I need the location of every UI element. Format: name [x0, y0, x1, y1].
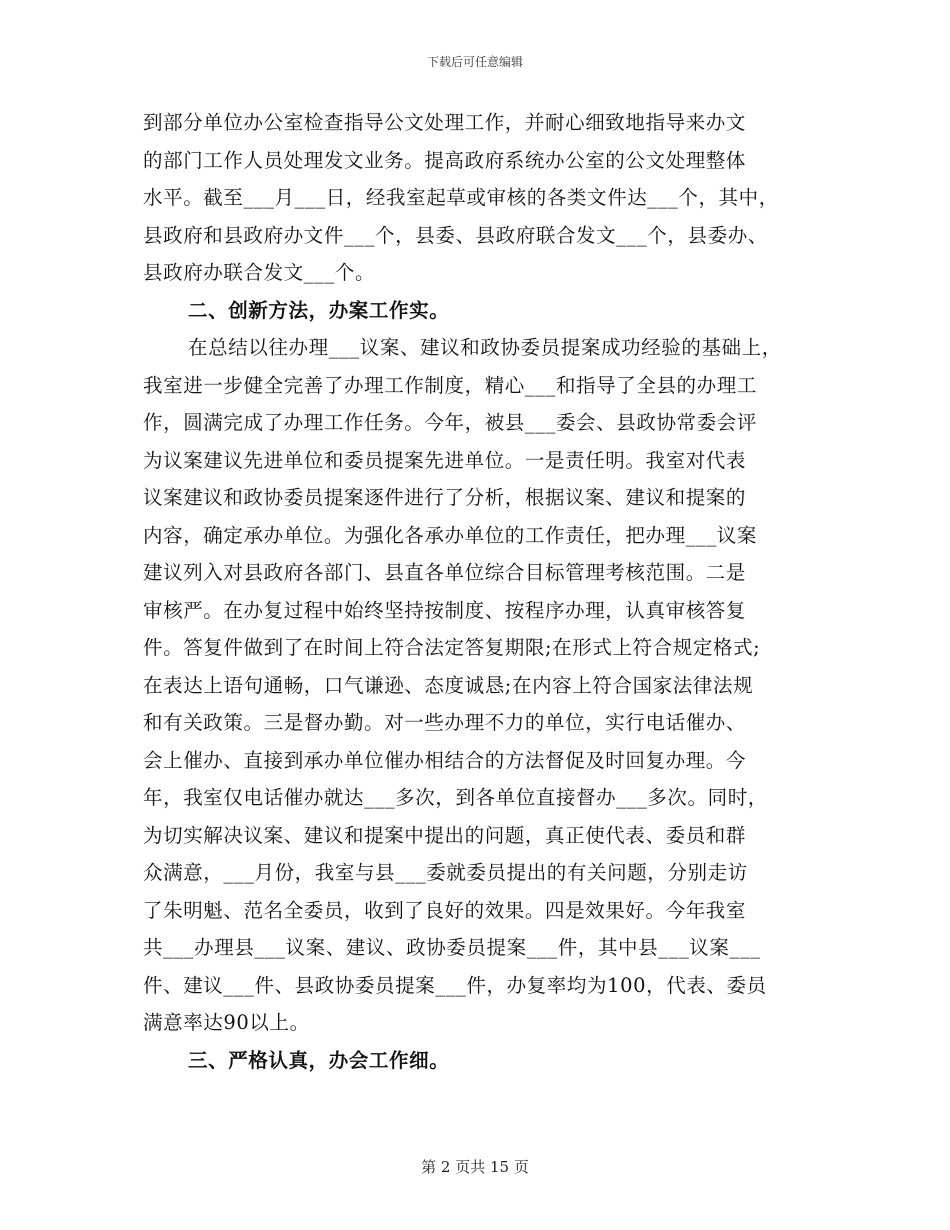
text-line: 我室进一步健全完善了办理工作制度，精心___和指导了全县的办理工 [143, 373, 757, 397]
text-line: 水平。截至___月___日，经我室起草或审核的各类文件达___个，其中， [143, 186, 779, 209]
text-line: 在表达上语句通畅，口气谦逊、态度诚恳;在内容上符合国家法律法规 [143, 673, 754, 697]
text-line: 内容，确定承办单位。为强化各承办单位的工作责任，把办理___议案 [143, 523, 757, 547]
section-heading: 二、创新方法，办案工作实。 [188, 298, 450, 322]
document-body [143, 104, 823, 1079]
text-line: 的部门工作人员处理发文业务。提高政府系统办公室的公文处理整体 [143, 148, 747, 172]
text-line: 为议案建议先进单位和委员提案先进单位。一是责任明。我室对代表 [143, 448, 747, 472]
text-line: 了朱明魁、范名全委员，收到了良好的效果。四是效果好。今年我室 [143, 898, 747, 922]
text-line: 县政府办联合发文___个。 [143, 261, 376, 284]
text-line: 和有关政策。三是督办勤。对一些办理不力的单位，实行电话催办、 [143, 711, 747, 734]
text-line: 作，圆满完成了办理工作任务。今年，被县___委会、县政协常委会评 [143, 411, 757, 434]
page-number-footer: 第 2 页共 15 页 [421, 1158, 529, 1176]
text-line: 到部分单位办公室检查指导公文处理工作，并耐心细致地指导来办文 [143, 111, 747, 134]
text-line: 在总结以往办理___议案、建议和政协委员提案成功经验的基础上， [188, 336, 782, 359]
page-header-note: 下载后可任意编辑 [426, 55, 523, 69]
text-line: 会上催办、直接到承办单位催办相结合的方法督促及时回复办理。今 [143, 748, 747, 772]
text-line: 县政府和县政府办文件___个，县委、县政府联合发文___个，县委办、 [143, 223, 768, 247]
text-line: 年，我室仅电话催办就达___多次，到各单位直接督办___多次。同时， [143, 786, 768, 809]
text-line: 件、建议___件、县政协委员提案___件，办复率均为100，代表、委员 [143, 973, 767, 997]
text-line: 满意率达90以上。 [143, 1011, 310, 1034]
text-line: 建议列入对县政府各部门、县直各单位综合目标管理考核范围。二是 [143, 561, 747, 584]
text-line: 众满意，___月份，我室与县___委就委员提出的有关问题，分别走访 [143, 861, 748, 884]
text-line: 为切实解决议案、建议和提案中提出的问题，真正使代表、委员和群 [143, 823, 747, 847]
text-line: 共___办理县___议案、建议、政协委员提案___件，其中县___议案___ [143, 936, 761, 959]
text-line: 审核严。在办复过程中始终坚持按制度、按程序办理，认真审核答复 [143, 598, 747, 622]
text-line: 件。答复件做到了在时间上符合法定答复期限;在形式上符合规定格式; [143, 636, 761, 659]
section-heading: 三、严格认真，办会工作细。 [188, 1048, 450, 1072]
text-line: 议案建议和政协委员提案逐件进行了分析，根据议案、建议和提案的 [143, 486, 747, 509]
